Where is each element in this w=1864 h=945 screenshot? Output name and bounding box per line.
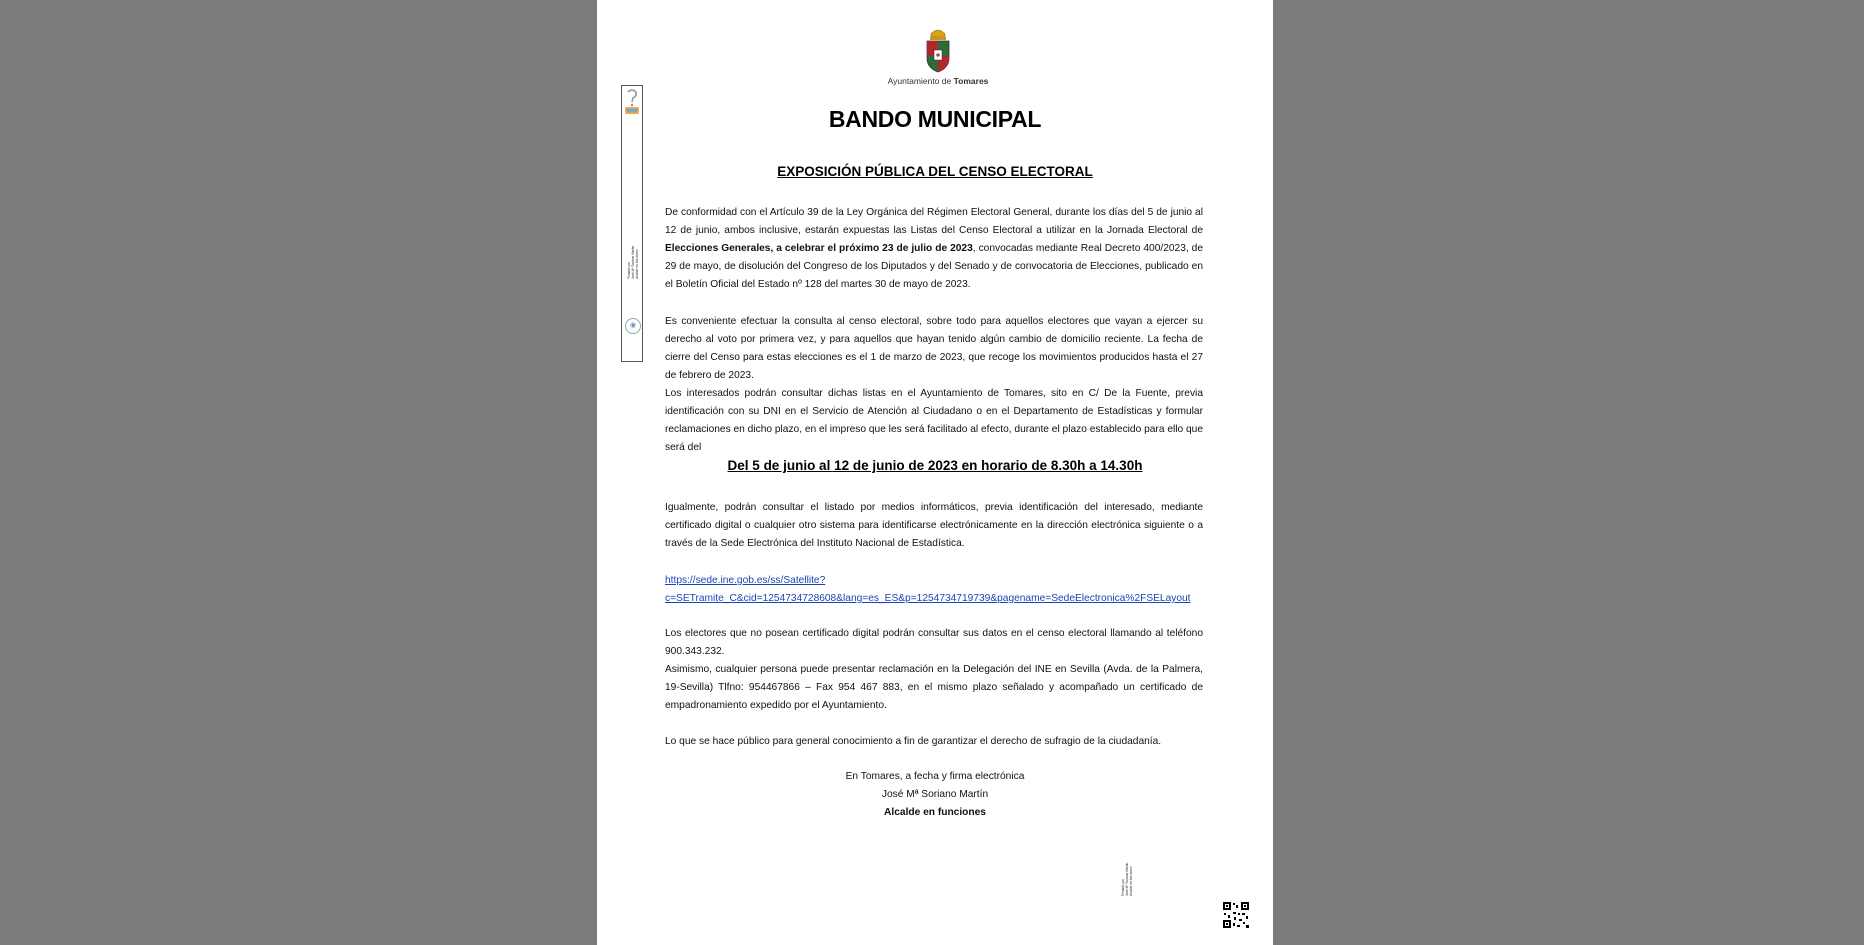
paragraph-6: Asimismo, cualquier persona puede presentar reclamación en la Delegación del INE en Sevilla (Avda. de la Palmera, 19-Sevilla) Tlfno: 954467866 – Fax 954 467 883, en el mismo plazo señalado y acompañado un certificado de empadronamiento expedido por el Ayuntamiento. xyxy=(665,664,1203,711)
paragraph-7: Lo que se hace público para general conocimiento a fin de garantizar el derecho de sufragio de la ciudadanía. xyxy=(665,736,1162,747)
signature-name: José Mª Soriano Martín xyxy=(881,789,989,800)
coat-of-arms-icon xyxy=(923,24,953,74)
ine-link[interactable]: https://sede.ine.gob.es/ss/Satellite? c=SETramite_C&cid=1254734728608&lang=es_ES&p=1254734719739&pagename=SedeElectronica%2FSELayout xyxy=(665,575,1191,604)
right-verification-text: Firmado por José Mª Soriano Martín Alcalde en funciones xyxy=(1121,862,1133,896)
seal-icon: ◉ xyxy=(625,318,641,334)
signature-role: Alcalde en funciones xyxy=(884,807,986,818)
municipal-logo xyxy=(883,24,993,86)
page-title: BANDO MUNICIPAL xyxy=(828,106,1042,132)
document-page xyxy=(597,0,1273,945)
signature-place: En Tomares, a fecha y firma electrónica xyxy=(845,771,1025,782)
logo-caption: Ayuntamiento de Tomares xyxy=(887,76,989,86)
date-schedule: Del 5 de junio al 12 de junio de 2023 en horario de 8.30h a 14.30h xyxy=(727,458,1143,473)
paragraph-4: Igualmente, podrán consultar el listado por medios informáticos, previa identificación del interesado, mediante certificado digital o cualquier otro sistema para identificarse electrónicamente en la dirección electrónica siguiente o a través de la Sede Electrónica del Instituto Nacional de Estadística. xyxy=(665,502,1203,549)
qr-code-icon xyxy=(1222,901,1250,929)
paragraph-5: Los electores que no posean certificado digital podrán consultar sus datos en el censo electoral llamando al teléfono 900.343.232. xyxy=(665,628,1203,657)
stamp-text: Firmado por José Mª Soriano Martín Alcalde en funciones xyxy=(627,245,639,279)
paragraph-1: De conformidad con el Artículo 39 de la Ley Orgánica del Régimen Electoral General, durante los días del 5 de junio al 12 de junio, ambos inclusive, estarán expuestas las Listas del Censo Electoral a utilizar en la Jornada Electoral de Elecciones Generales, a celebrar el próximo 23 de julio de 2023, convocadas mediante Real Decreto 400/2023, de 29 de mayo, de disolución del Congreso de los Diputados y del Senado y de convocatoria de Elecciones, publicado en el Boletín Oficial del Estado nº 128 del martes 30 de mayo de 2023. xyxy=(665,207,1204,290)
paragraph-2: Es conveniente efectuar la consulta al censo electoral, sobre todo para aquellos electores que vayan a ejercer su derecho al voto por primera vez, y para aquellos que hayan tenido algún cambio de domicilio reciente. La fecha de cierre del Censo para estas elecciones es el 1 de marzo de 2023, que recoge los movimientos producidos hasta el 27 de febrero de 2023. xyxy=(665,316,1203,381)
paragraph-3: Los interesados podrán consultar dichas listas en el Ayuntamiento de Tomares, sito en C/ De la Fuente, previa identificación con su DNI en el Servicio de Atención al Ciudadano o en el Departamento de Estadísticas y formular reclamaciones en dicho plazo, en el impreso que les será facilitado al efecto, durante el plazo establecido para ello que será del xyxy=(665,388,1204,453)
page-subtitle: EXPOSICIÓN PÚBLICA DEL CENSO ELECTORAL xyxy=(777,164,1093,179)
